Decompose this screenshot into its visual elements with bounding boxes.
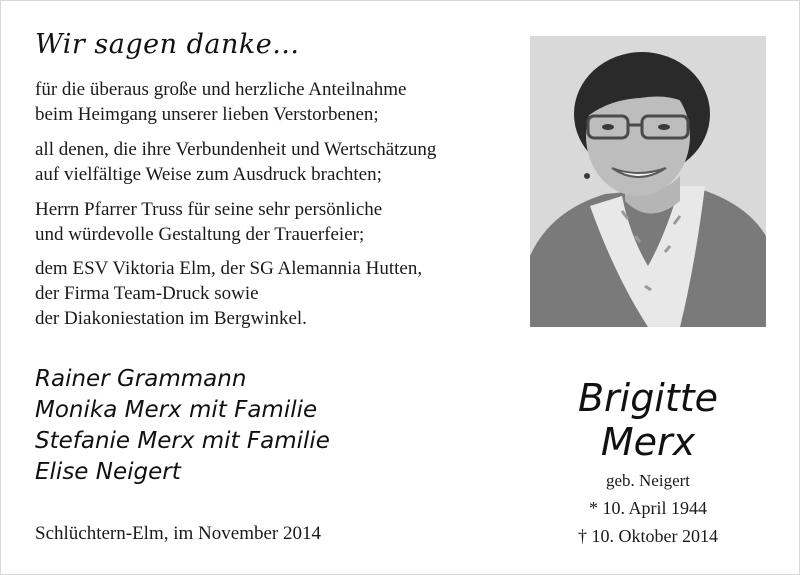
thank-you-heading: Wir sagen danke...: [35, 29, 300, 60]
paragraph-line: für die überaus große und herzliche Anteilnahme: [35, 79, 407, 100]
signer-name: Rainer Grammann: [35, 366, 247, 392]
paragraph-line: auf vielfältige Weise zum Ausdruck brachten;: [35, 164, 382, 185]
thanks-paragraph-organizations: [35, 256, 422, 331]
paragraph-line: Herrn Pfarrer Truss für seine sehr persönliche: [35, 199, 383, 220]
signer-name: Stefanie Merx mit Familie: [35, 428, 330, 454]
thanks-paragraph-appreciation: [35, 137, 436, 187]
paragraph-line: dem ESV Viktoria Elm, der SG Alemannia Hutten,: [35, 258, 423, 279]
death-date: † 10. Oktober 2014: [578, 526, 718, 546]
portrait-illustration: [530, 36, 766, 327]
signer-name: Elise Neigert: [35, 459, 181, 485]
signer-name: Monika Merx mit Familie: [35, 397, 318, 423]
paragraph-line: und würdevolle Gestaltung der Trauerfeier;: [35, 224, 365, 245]
paragraph-line: beim Heimgang unserer lieben Verstorbenen;: [35, 104, 379, 125]
birth-date: * 10. April 1944: [588, 498, 707, 518]
deceased-name: [541, 376, 755, 464]
paragraph-line: all denen, die ihre Verbundenheit und Wertschätzung: [35, 139, 437, 160]
thanks-paragraph-condolences: [35, 77, 406, 127]
thanks-paragraph-pastor: [35, 197, 382, 247]
maiden-name: geb. Neigert: [605, 471, 691, 490]
deceased-first-name: Brigitte: [577, 376, 719, 420]
deceased-last-name: Merx: [600, 420, 696, 464]
portrait-photo: [530, 36, 766, 327]
paragraph-line: der Firma Team-Druck sowie: [35, 283, 259, 304]
paragraph-line: der Diakoniestation im Bergwinkel.: [35, 308, 307, 329]
place-and-date: Schlüchtern-Elm, im November 2014: [35, 523, 321, 544]
signers-list: [35, 364, 330, 488]
